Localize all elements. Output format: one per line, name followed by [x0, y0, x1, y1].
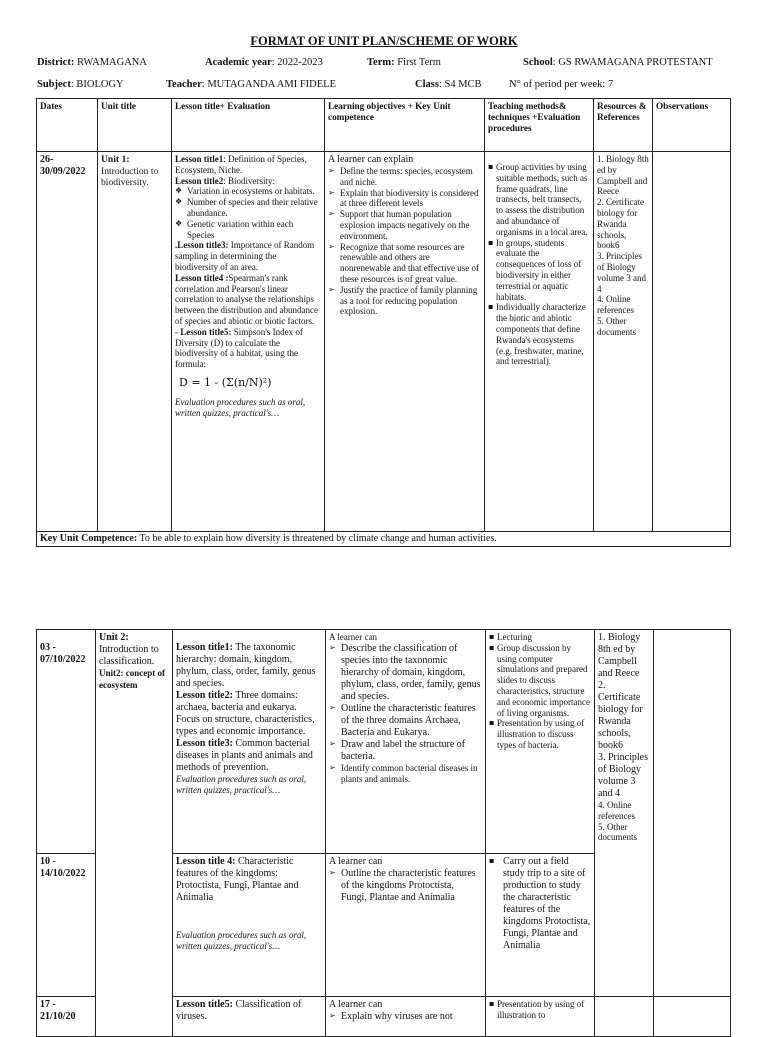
unit-title-cell: Unit 2: Introduction to classification. Unit2: concept of ecosystem	[96, 630, 173, 1037]
table-header-row	[37, 99, 731, 152]
resources-cell	[595, 997, 654, 1037]
unit-title-cell: Unit 1: Introduction to biodiversity.	[98, 152, 172, 532]
periods-field: N° of period per week: 7	[509, 79, 614, 90]
observations-cell	[654, 630, 731, 997]
col-lesson: Lesson title+ Evaluation	[172, 99, 325, 152]
date-cell: 26-30/09/2022	[37, 152, 98, 532]
objectives-cell: A learner can ➢ Outline the characteristic features of the kingdoms Protoctista, Fungi, Plantae and Animalia	[326, 854, 486, 997]
date-cell: 10 - 14/10/2022	[37, 854, 96, 997]
evaluation-note: Evaluation procedures such as oral, written quizzes, practical's…	[176, 774, 307, 795]
objectives-cell: A learner can ➢ Explain why viruses are not	[326, 997, 486, 1037]
methods-cell	[485, 152, 594, 532]
observations-cell	[654, 997, 731, 1037]
col-methods: Teaching methods& techniques +Evaluation procedures	[485, 99, 594, 152]
table-row	[37, 630, 731, 854]
col-objectives: Learning objectives + Key Unit competence	[325, 99, 485, 152]
class-field: Class: S4 MCB	[415, 79, 482, 90]
key-competence-row	[37, 532, 731, 547]
observations-cell	[653, 152, 731, 532]
lesson-cell: Lesson title5: Classification of viruses.	[173, 997, 326, 1037]
unit-plan-table-1	[36, 98, 731, 547]
resources-cell: 1. Biology 8th ed by Campbell and Reece 2. Certificate biology for Rwanda schools, book6 3. Principles of Biology volume 3 and 4 4. Online references 5. Other documents	[594, 152, 653, 532]
term-field: Term: First Term	[367, 57, 441, 68]
table-row	[37, 152, 731, 532]
lesson-cell: Lesson title 4: Characteristic features of the kingdoms: Protoctista, Fungi, Plantae and Animalia Evaluation procedures such as oral, written quizzes, practical's…	[173, 854, 326, 997]
objectives-list: ➢ Define the terms: species, ecosystem and niche. ➢ Explain that biodiversity is considered at three different levels ➢ Support that human population explosion impacts negatively on the environment. ➢ Recognize that some resources are renewable and others are nonrenewable and that effective use of these resources is of great value. ➢ Justify the practice of family planning as a tool for reducing population explosion.	[328, 166, 481, 317]
col-observations: Observations	[653, 99, 731, 152]
objectives-list: ➢ Explain why viruses are not	[329, 1011, 482, 1023]
date-cell: 17 - 21/10/20	[37, 997, 96, 1037]
unit-plan-table-2	[36, 629, 731, 1037]
col-resources: Resources & References	[594, 99, 653, 152]
objectives-cell: A learner can ➢ Describe the classification of species into the taxonomic hierarchy of domain, kingdom, phylum, class, order, family, genus and species. ➢ Outline the characteristic features of the three domains Archaea, Bacteria and Eukarya. ➢ Draw and label the structure of bacteria. ➢ Identify common bacterial diseases in plants and animals.	[326, 630, 486, 854]
col-dates: Dates	[37, 99, 98, 152]
key-competence-cell: Key Unit Competence: To be able to explain how diversity is threatened by climate change and human activities.	[37, 532, 731, 547]
school-field: School: GS RWAMAGANA PROTESTANT	[523, 57, 713, 68]
methods-list: ▪ Group activities by using suitable methods, such as frame quadrats, line transects, belt transects, to assess the distribution and abundance of organisms in a local area. ▪ In groups, students evaluate the consequences of loss of biodiversity in either terrestrial or aquatic habitats. ▪ Individually characterize the biotic and abiotic components that define Rwanda's ecosystems (e.g. freshwater, marine, and terrestrial).	[488, 162, 590, 367]
biodiversity-levels-list: ❖ Variation in ecosystems or habitats. ❖ Number of species and their relative abundance. ❖ Genetic variation within each Species	[175, 186, 321, 240]
objectives-list: ➢ Describe the classification of species into the taxonomic hierarchy of domain, kingdom, phylum, class, order, family, genus and species. ➢ Outline the characteristic features of the three domains Archaea, Bacteria and Eukarya. ➢ Draw and label the structure of bacteria. ➢ Identify common bacterial diseases in plants and animals.	[329, 643, 482, 785]
document-title: FORMAT OF UNIT PLAN/SCHEME OF WORK	[250, 34, 518, 48]
methods-list: ▪ Presentation by using of illustration to	[489, 999, 591, 1021]
methods-cell	[486, 997, 595, 1037]
teacher-field: Teacher: MUTAGANDA AMI FIDELE	[166, 79, 336, 90]
simpson-formula: D = 1 - (Σ(n/N)²)	[179, 375, 272, 389]
methods-cell	[486, 630, 595, 854]
methods-list: ▪ Carry out a field study trip to a site of production to study the characteristic features of the kingdoms Protoctista, Fungi, Plantae and Animalia	[489, 856, 591, 952]
academic-year-field: Academic year: 2022-2023	[205, 57, 323, 68]
objectives-cell: A learner can explain ➢ Define the terms: species, ecosystem and niche. ➢ Explain that biodiversity is considered at three different levels ➢ Support that human population explosion impacts negatively on the environment. ➢ Recognize that some resources are renewable and others are nonrenewable and that effective use of these resources is of great value. ➢ Justify the practice of family planning as a tool for reducing population explosion.	[325, 152, 485, 532]
date-cell: 03 - 07/10/2022	[37, 630, 96, 854]
evaluation-note: Evaluation procedures such as oral, written quizzes, practical's…	[175, 397, 306, 418]
resources-cell: 1. Biology 8th ed by Campbell and Reece 2. Certificate biology for Rwanda schools, book6 3. Principles of Biology volume 3 and 4 4. Online references 5. Other documents	[595, 630, 654, 997]
methods-cell	[486, 854, 595, 997]
subject-field: Subject: BIOLOGY	[37, 79, 124, 90]
methods-list: ▪ Lecturing ▪ Group discussion by using computer simulations and prepared slides to discuss characteristics, structure and economic importance of living organisms. ▪ Presentation by using of illustration to discuss types of bacteria.	[489, 632, 591, 751]
district-field: District: RWAMAGANA	[37, 57, 147, 68]
objectives-list: ➢ Outline the characteristic features of the kingdoms Protoctista, Fungi, Plantae and Animalia	[329, 868, 482, 904]
lesson-cell: Lesson title1: The taxonomic hierarchy: domain, kingdom, phylum, class, order, family, genus and species. Lesson title2: Three domains: archaea, bacteria and eukarya. Focus on structure, characteristics, types and economic importance. Lesson title3: Common bacterial diseases in plants and animals and methods of prevention. Evaluation procedures such as oral, written quizzes, practical's…	[173, 630, 326, 854]
lesson-cell: Lesson title1: Definition of Species, Ecosystem, Niche. Lesson title2: Biodiversity: ❖ Variation in ecosystems or habitats. ❖ Number of species and their relative abundance. ❖ Genetic variation within each Species .Lesson title3: Importance of Random sampling in determining the biodiversity of an area. Lesson title4 :Spearman's rank correlation and Pearson's linear correlation to analyse the relationships between the distribution and abundance of species and abiotic or biotic factors. - Lesson title5: Simpson's Index of Diversity (D) to calculate the biodiversity of a habitat, using the formula: D = 1 - (Σ(n/N)²) Evaluation procedures such as oral, written quizzes, practical's…	[172, 152, 325, 532]
evaluation-note: Evaluation procedures such as oral, written quizzes, practical's…	[176, 930, 307, 951]
col-unit-title: Unit title	[98, 99, 172, 152]
